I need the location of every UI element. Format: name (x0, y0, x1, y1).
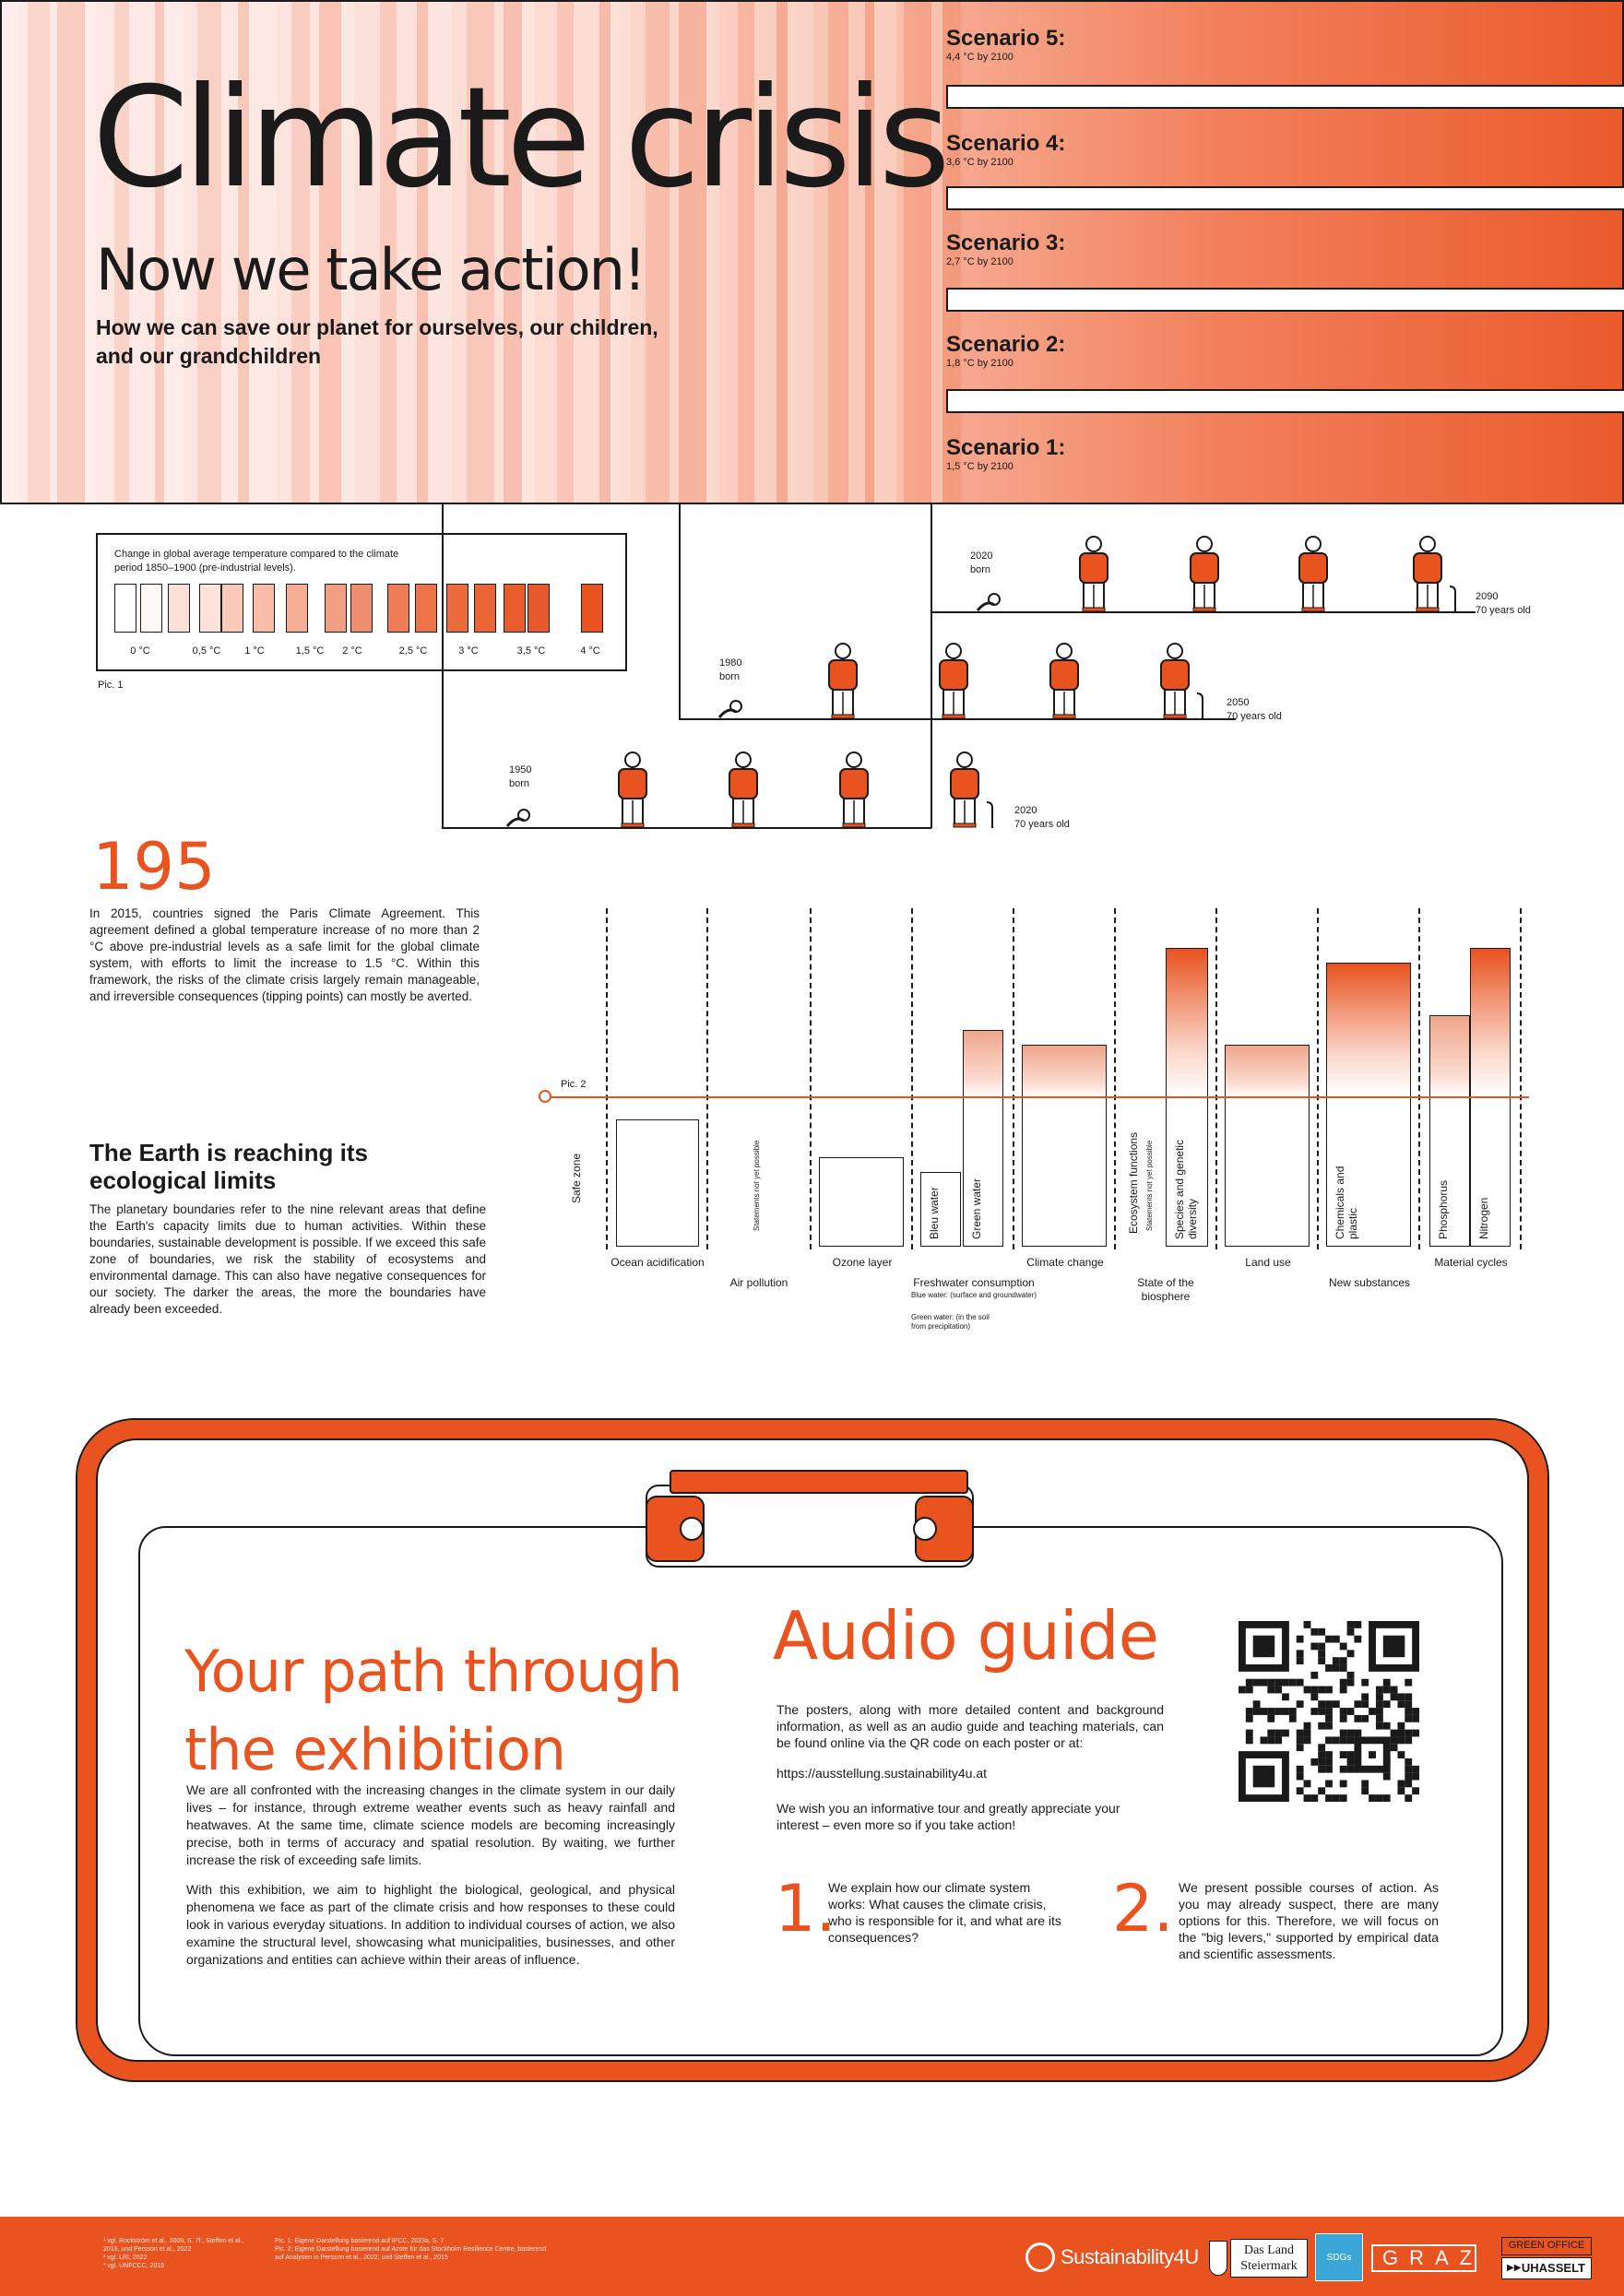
legend-swatch (168, 584, 190, 633)
boundary-marker (539, 1090, 551, 1103)
boundary-bar (616, 1119, 699, 1247)
footnotes-left: ¹ vgl. Rockström et al., 2009, S. 7f., Steffen et al., 2015, und Persson et al., 2022 ² vgl. LRI, 2022 ³ vgl. UNFCCC, 2015 (103, 2238, 244, 2269)
category-divider (1013, 908, 1014, 1249)
path-paragraph-2: With this exhibition, we aim to highlight the biological, geological, and physical phenomena we face as part of the climate crisis and how responses to these could look in various everyday situations. In addition to individual courses of action, we also examine the structural level, showcasing what municipalities, businesses, and other organizations and entities can achieve within their areas of influence. (186, 1882, 675, 1967)
person-icon (840, 752, 868, 827)
legend-swatch (140, 584, 162, 633)
category-divider (1520, 908, 1522, 1249)
born-2020: 2020 born (970, 550, 993, 575)
legend-label: 0,5 °C (192, 645, 221, 657)
pic1-label: Pic. 1 (98, 680, 124, 691)
warming-stripe (28, 2, 50, 503)
legend-label: 2,5 °C (398, 645, 428, 657)
person-icon (1414, 537, 1455, 612)
fast-forward-icon: ▶▶ (1507, 2263, 1522, 2273)
legend-swatch (221, 584, 243, 633)
legend-swatch (199, 584, 221, 633)
steiermark-crest-icon (1209, 2241, 1227, 2276)
category-divider (810, 908, 812, 1249)
category-divider (1215, 908, 1217, 1249)
step-1-number: 1. (775, 1871, 836, 1947)
baby-icon (978, 594, 1000, 610)
ecosystem-note: Statements not yet possible (1145, 1140, 1154, 1231)
green-office-logo: GREEN OFFICE (1501, 2237, 1592, 2255)
clipboard-clip-bar (670, 1470, 968, 1494)
person-icon (1050, 644, 1078, 718)
scenario-4-detail: 3,6 °C by 2100 (946, 157, 1014, 168)
baby-icon (719, 701, 741, 717)
legend-label: 1 °C (244, 645, 265, 657)
clip-rivet-icon (913, 1517, 937, 1541)
boundary-bar (1022, 1045, 1107, 1247)
earth-text: The planetary boundaries refer to the nine relevant areas that define the Earth's capacity limits due to human activities. Within these boundaries, sustainable development is possible. If we exceed this safe zone of boundaries, we risk the stability of ecosystems and environmental damage. This can also have negative consequences for our society. The darker the areas, the more the boundaries have already been exceeded. (89, 1202, 486, 1316)
category-label: Land use (1245, 1256, 1291, 1269)
steiermark-logo: Das Land Steiermark (1230, 2239, 1308, 2278)
safe-zone-label: Safe zone (570, 1153, 583, 1203)
legend-label: 3 °C (458, 645, 479, 657)
bar-label: Bleu water (928, 1187, 941, 1239)
scenario-divider (946, 389, 1624, 413)
person-icon (940, 644, 967, 718)
scenario-2-detail: 1,8 °C by 2100 (946, 358, 1014, 369)
scenario-3-name: Scenario 3: (946, 231, 1066, 255)
legend-swatch (286, 584, 308, 633)
sdg-logo: SDGs (1315, 2233, 1363, 2281)
boundary-bar (1429, 1015, 1470, 1247)
audio-paragraph-1: The posters, along with more detailed content and background information, as well as an audio guide and teaching materials, can be found online via the QR code on each poster or at: (776, 1702, 1164, 1750)
scenario-1-detail: 1,5 °C by 2100 (946, 461, 1014, 472)
sustainability4u-logo-icon (1025, 2243, 1055, 2272)
category-label: Freshwater consumption (913, 1276, 1035, 1289)
legend-swatch (114, 584, 136, 633)
paris-text: In 2015, countries signed the Paris Climate Agreement. This agreement defined a global temperature increase of no more than 2 °C above pre-industrial levels as a safe limit for the global climate system, with efforts to limit the increase to 1.5 °C. Within this framework, the risks of the climate crisis largely remain manageable, and irreversible consequences (tipping points) can mostly be averted. (89, 906, 480, 1003)
person-icon (951, 752, 992, 828)
scenario-1-name: Scenario 1: (946, 435, 1066, 460)
person-icon (619, 752, 646, 827)
category-divider (606, 908, 608, 1249)
green-water-note: Green water: (in the soil from precipitation) (911, 1313, 990, 1331)
person-icon (1080, 537, 1108, 611)
category-label: Ocean acidification (610, 1256, 705, 1269)
step-1-text: We explain how our climate system works: What causes the climate crisis, who is responsible for it, and what are its consequences? (828, 1880, 1061, 1945)
person-icon (1161, 644, 1203, 719)
step-2-text: We present possible courses of action. As you may already suspect, there are many options for this. Therefore, we will focus on the "big levers," supported by empirical data and scientific assessments. (1179, 1880, 1439, 1961)
legend-swatch (387, 584, 409, 633)
legend-swatch (350, 584, 373, 633)
audio-title: Audio guide (773, 1597, 1158, 1675)
born-1950: 1950 born (509, 764, 532, 789)
boundary-bar (819, 1157, 904, 1247)
legend-swatch (325, 584, 347, 633)
footnotes-right: Pic. 1: Eigene Darstellung basierend auf IPCC, 2023a, S. 7 Pic. 2: Eigene Darstellung basierend auf Azote für das Stockholm Resilience Centre, basierend auf Analysen in Persson et al., 2022; und Steffen et al., 2015 (275, 2238, 547, 2261)
legend-label: 3,5 °C (516, 645, 546, 657)
person-icon (829, 644, 857, 718)
warming-stripe (57, 2, 85, 503)
category-divider (1114, 908, 1116, 1249)
audio-url-link[interactable]: https://ausstellung.sustainability4u.at (776, 1766, 988, 1781)
footer (0, 2217, 1624, 2296)
graz-logo: GRAZ (1371, 2244, 1476, 2272)
category-label: State of the biosphere (1137, 1276, 1194, 1303)
category-divider (706, 908, 708, 1249)
category-label: New substances (1328, 1276, 1411, 1289)
bar-label: Ecosystem functions (1127, 1131, 1140, 1234)
age-2020: 2020 70 years old (1014, 805, 1070, 830)
scenario-2-name: Scenario 2: (946, 332, 1066, 357)
tagline: How we can save our planet for ourselves, our children, and our grandchildren (96, 315, 658, 368)
scenario-3-detail: 2,7 °C by 2100 (946, 256, 1014, 267)
category-label: Ozone layer (832, 1256, 893, 1269)
scenario-divider (946, 186, 1624, 210)
legend-label: 0 °C (130, 645, 150, 657)
bar-label: Green water (970, 1178, 983, 1239)
age-2050: 2050 70 years old (1227, 697, 1282, 722)
pic2-label: Pic. 2 (561, 1079, 587, 1090)
path-paragraph-1: We are all confronted with the increasing changes in the climate system in our daily lives – for instance, through extreme weather events such as heavy rainfall and heatwaves. At the same time, climate science models are becoming increasingly precise, both in terms of accuracy and spatial resolution. By waiting, we further increase the risk of exceeding safe limits. (186, 1782, 675, 1867)
category-divider (1418, 908, 1420, 1249)
boundary-bar (920, 1172, 961, 1247)
qr-code-icon[interactable] (1239, 1621, 1419, 1802)
born-1980: 1980 born (719, 657, 742, 682)
bar-label: Phosphorus (1437, 1179, 1450, 1239)
category-divider (1317, 908, 1319, 1249)
scenario-divider (946, 85, 1624, 109)
earth-title: The Earth is reaching its ecological limits (89, 1139, 368, 1194)
paris-number: 195 (92, 829, 216, 905)
boundary-line (550, 1096, 1529, 1098)
person-icon (1191, 537, 1218, 611)
scenario-5-detail: 4,4 °C by 2100 (946, 52, 1014, 63)
audio-paragraph-2: We wish you an informative tour and greatly appreciate your interest – even more so if you take action! (776, 1801, 1120, 1832)
scenario-divider (946, 288, 1624, 312)
boundary-bar (963, 1030, 1003, 1247)
blue-water-note: Blue water: (surface and groundwater) (911, 1291, 1037, 1299)
page-title: Climate crisis (92, 58, 945, 219)
path-title: Your path through the exhibition (184, 1638, 682, 1783)
legend-label: 1,5 °C (295, 645, 325, 657)
category-label: Air pollution (729, 1276, 788, 1289)
page-subtitle: Now we take action! (96, 236, 645, 303)
legend-swatch (253, 584, 275, 633)
scenario-4-name: Scenario 4: (946, 131, 1066, 156)
bar-label: Chemicals and plastic (1334, 1166, 1359, 1239)
warming-stripe (50, 2, 57, 503)
legend-title: Change in global average temperature compared to the climate period 1850–1900 (pre-industrial levels). (114, 549, 399, 574)
step-2-number: 2. (1112, 1871, 1174, 1947)
warming-stripe (18, 2, 28, 503)
scenario-5-name: Scenario 5: (946, 26, 1066, 51)
person-icon (729, 752, 757, 827)
legend-label: 4 °C (580, 645, 600, 657)
clip-rivet-icon (680, 1517, 704, 1541)
sustainability4u-logo: Sustainability4U (1061, 2245, 1199, 2268)
age-2090: 2090 70 years old (1476, 591, 1531, 616)
category-divider (911, 908, 913, 1249)
category-label: Climate change (1026, 1256, 1104, 1269)
legend-label: 2 °C (342, 645, 362, 657)
air-pollution-note: Statements not yet possible (753, 1140, 761, 1231)
warming-stripe (2, 2, 18, 503)
category-label: Material cycles (1434, 1256, 1508, 1269)
baby-icon (507, 810, 529, 826)
bar-label: Species and genetic diversity (1173, 1139, 1199, 1239)
boundary-bar (1225, 1045, 1310, 1247)
generations-timeline (433, 503, 1624, 834)
bar-label: Nitrogen (1477, 1197, 1490, 1239)
person-icon (1299, 537, 1327, 611)
uhasselt-logo: UHASSELT (1501, 2257, 1592, 2279)
